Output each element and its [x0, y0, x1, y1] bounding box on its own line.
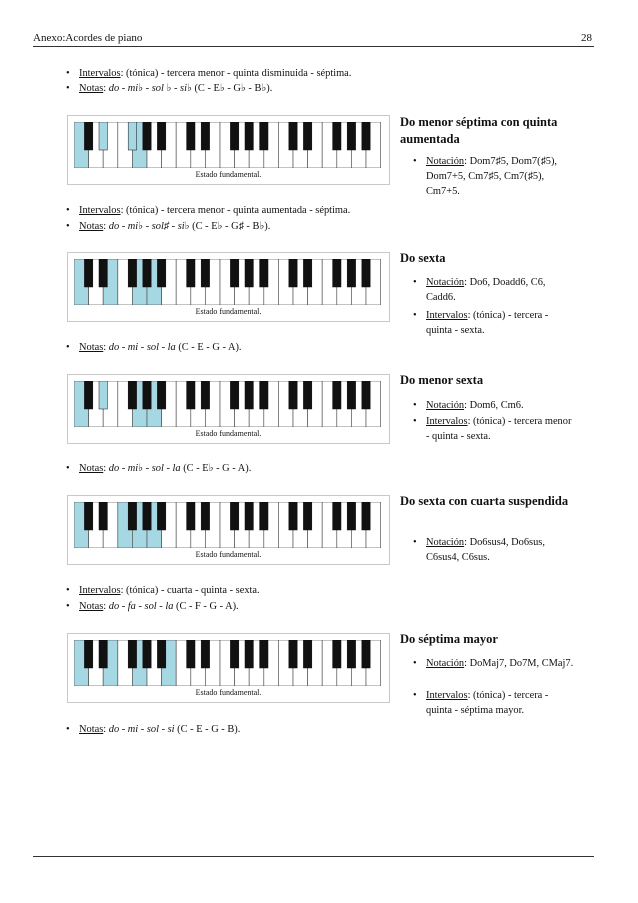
black-key — [201, 640, 209, 668]
notes-rest: (C - E♭ - G - A). — [180, 463, 252, 474]
black-key — [303, 640, 311, 668]
notation-text: : DoMaj7, Do7M, CMaj7. — [464, 658, 574, 669]
notation-text: : Do6, Doadd6, C6, Cadd6. — [426, 277, 546, 303]
keyboard-caption: Estado fundamental. — [195, 170, 262, 179]
notation-bullet — [426, 275, 576, 305]
black-key — [143, 381, 151, 409]
intervals-text: : (tónica) - tercera menor - quinta aumentada - séptima. — [120, 205, 351, 216]
black-key — [289, 640, 297, 668]
intervals-link[interactable]: Intervalos — [426, 310, 468, 321]
keyboard-figure — [67, 633, 390, 703]
notation-link[interactable]: Notación — [426, 537, 465, 548]
black-key — [99, 502, 107, 530]
intervals-bullet — [79, 67, 351, 81]
black-key — [201, 381, 209, 409]
notes-bullet: • Notas: do - mi♭ - sol♯ - si♭ (C - E♭ - G♯ - B♭). — [79, 220, 270, 234]
notation-bullet — [426, 535, 576, 565]
keyboard-diagram — [74, 502, 382, 548]
black-key — [362, 122, 370, 150]
black-key — [187, 381, 195, 409]
black-key — [347, 122, 355, 150]
notes-link[interactable]: Notas — [79, 463, 104, 474]
black-key — [260, 259, 268, 287]
notes-link[interactable]: Notas — [79, 724, 104, 735]
page-number: 28 — [581, 32, 592, 44]
black-key — [289, 259, 297, 287]
notation-bullet — [426, 398, 576, 413]
black-key — [362, 259, 370, 287]
black-key — [362, 502, 370, 530]
notes-bullet: • Notas: do - mi - sol - la (C - E - G - A). — [79, 341, 242, 355]
intervals-bullet — [79, 584, 260, 598]
black-key — [260, 502, 268, 530]
intervals-bullet — [79, 204, 350, 218]
black-key — [99, 640, 107, 668]
intervals-link[interactable]: Intervalos — [426, 416, 468, 427]
black-key — [245, 640, 253, 668]
black-key — [260, 381, 268, 409]
intervals-link[interactable]: Intervalos — [79, 68, 121, 79]
notes-link[interactable]: Notas — [79, 342, 104, 353]
black-key — [230, 640, 238, 668]
black-key — [187, 259, 195, 287]
notes-italic: do - mi - sol - si — [108, 724, 175, 735]
black-key — [157, 381, 165, 409]
intervals-text: : (tónica) - tercera - quinta - séptima mayor. — [426, 690, 549, 716]
black-key — [289, 502, 297, 530]
notes-italic: do - mi♭ - sol♯ - si♭ — [108, 221, 190, 232]
notation-text: : Do6sus4, Do6sus, C6sus4, C6sus. — [426, 537, 545, 563]
intervals-text: : (tónica) - tercera - quinta - sexta. — [426, 310, 549, 336]
black-key — [347, 259, 355, 287]
keyboard-caption: Estado fundamental. — [195, 429, 262, 438]
intervals-text: : (tónica) - cuarta - quinta - sexta. — [120, 585, 260, 596]
black-key — [289, 122, 297, 150]
notes-bullet: • Notas: do - mi♭ - sol - la (C - E♭ - G - A). — [79, 462, 251, 476]
notation-link[interactable]: Notación — [426, 400, 465, 411]
keyboard-diagram — [74, 640, 382, 686]
black-key — [333, 122, 341, 150]
black-key — [230, 381, 238, 409]
black-key — [347, 502, 355, 530]
intervals-side-bullet — [426, 308, 576, 338]
black-key — [84, 259, 92, 287]
black-key — [362, 381, 370, 409]
notation-bullet — [426, 656, 576, 671]
section-heading: Do menor séptima con quinta aumentada — [400, 115, 558, 146]
black-key — [99, 122, 107, 150]
black-key — [201, 259, 209, 287]
notes-rest: (C - F - G - A). — [173, 601, 239, 612]
black-key — [245, 502, 253, 530]
notation-link[interactable]: Notación — [426, 156, 465, 167]
intervals-side-bullet — [426, 414, 576, 444]
notes-italic: do - mi♭ - sol ♭ - si♭ — [108, 83, 192, 94]
keyboard-diagram — [74, 259, 382, 305]
black-key — [128, 122, 136, 150]
black-key — [245, 122, 253, 150]
black-key — [303, 502, 311, 530]
notation-link[interactable]: Notación — [426, 277, 465, 288]
keyboard-figure — [67, 495, 390, 565]
keyboard-caption: Estado fundamental. — [195, 550, 262, 559]
section-heading: Do sexta con cuarta suspendida — [400, 494, 569, 508]
black-key — [84, 502, 92, 530]
black-key — [157, 122, 165, 150]
black-key — [187, 640, 195, 668]
black-key — [245, 259, 253, 287]
section-heading: Do sexta — [400, 251, 446, 265]
notes-italic: do - mi♭ - sol - la — [108, 463, 181, 474]
black-key — [333, 381, 341, 409]
intervals-side-bullet — [426, 688, 576, 718]
black-key — [84, 640, 92, 668]
black-key — [333, 640, 341, 668]
notes-rest: (C - E - G - A). — [175, 342, 242, 353]
black-key — [303, 122, 311, 150]
intervals-link[interactable]: Intervalos — [79, 205, 121, 216]
section-heading: Do menor sexta — [400, 373, 484, 387]
black-key — [333, 502, 341, 530]
black-key — [260, 640, 268, 668]
black-key — [143, 502, 151, 530]
black-key — [245, 381, 253, 409]
black-key — [128, 259, 136, 287]
intervals-link[interactable]: Intervalos — [426, 690, 468, 701]
black-key — [128, 640, 136, 668]
keyboard-figure — [67, 115, 390, 185]
keyboard-diagram — [74, 122, 382, 168]
black-key — [84, 122, 92, 150]
keyboard-figure — [67, 374, 390, 444]
notes-link[interactable]: Notas — [79, 221, 104, 232]
notation-text: : Dom6, Cm6. — [464, 400, 524, 411]
black-key — [143, 122, 151, 150]
notation-bullet — [426, 154, 576, 199]
notation-link[interactable]: Notación — [426, 658, 465, 669]
black-key — [333, 259, 341, 287]
black-key — [99, 259, 107, 287]
notes-link[interactable]: Notas — [79, 83, 104, 94]
black-key — [84, 381, 92, 409]
keyboard-caption: Estado fundamental. — [195, 307, 262, 316]
notes-bullet: • Notas: do - mi - sol - si (C - E - G - B). — [79, 723, 240, 737]
black-key — [362, 640, 370, 668]
black-key — [260, 122, 268, 150]
black-key — [157, 259, 165, 287]
notes-bullet: • Notas: do - fa - sol - la (C - F - G - A). — [79, 600, 239, 614]
black-key — [289, 381, 297, 409]
footer-rule — [33, 856, 594, 857]
header-title: Anexo:Acordes de piano — [33, 32, 143, 44]
black-key — [230, 502, 238, 530]
intervals-text: : (tónica) - tercera menor - quinta - sexta. — [426, 416, 572, 442]
section-heading: Do séptima mayor — [400, 632, 498, 646]
black-key — [230, 259, 238, 287]
black-key — [128, 502, 136, 530]
black-key — [201, 122, 209, 150]
black-key — [157, 640, 165, 668]
intervals-text: : (tónica) - tercera menor - quinta disminuida - séptima. — [120, 68, 352, 79]
keyboard-caption: Estado fundamental. — [195, 688, 262, 697]
black-key — [143, 259, 151, 287]
black-key — [99, 381, 107, 409]
black-key — [128, 381, 136, 409]
black-key — [230, 122, 238, 150]
black-key — [143, 640, 151, 668]
notation-text: : Dom7♯5, Dom7(♯5), Dom7+5, Cm7♯5, Cm7(♯5), Cm7+5. — [426, 156, 558, 197]
keyboard-figure — [67, 252, 390, 322]
black-key — [201, 502, 209, 530]
black-key — [347, 381, 355, 409]
notes-rest: (C - E - G - B). — [174, 724, 241, 735]
header-rule — [33, 46, 594, 47]
notes-link[interactable]: Notas — [79, 601, 104, 612]
black-key — [187, 122, 195, 150]
notes-italic: do - mi - sol - la — [108, 342, 176, 353]
black-key — [303, 259, 311, 287]
notes-rest: (C - E♭ - G♭ - B♭). — [191, 83, 273, 94]
keyboard-diagram — [74, 381, 382, 427]
black-key — [187, 502, 195, 530]
black-key — [347, 640, 355, 668]
notes-bullet: • Notas: do - mi♭ - sol ♭ - si♭ (C - E♭ - G♭ - B♭). — [79, 82, 272, 96]
notes-italic: do - fa - sol - la — [108, 601, 174, 612]
black-key — [303, 381, 311, 409]
intervals-link[interactable]: Intervalos — [79, 585, 121, 596]
black-key — [157, 502, 165, 530]
notes-rest: (C - E♭ - G♯ - B♭). — [189, 221, 271, 232]
